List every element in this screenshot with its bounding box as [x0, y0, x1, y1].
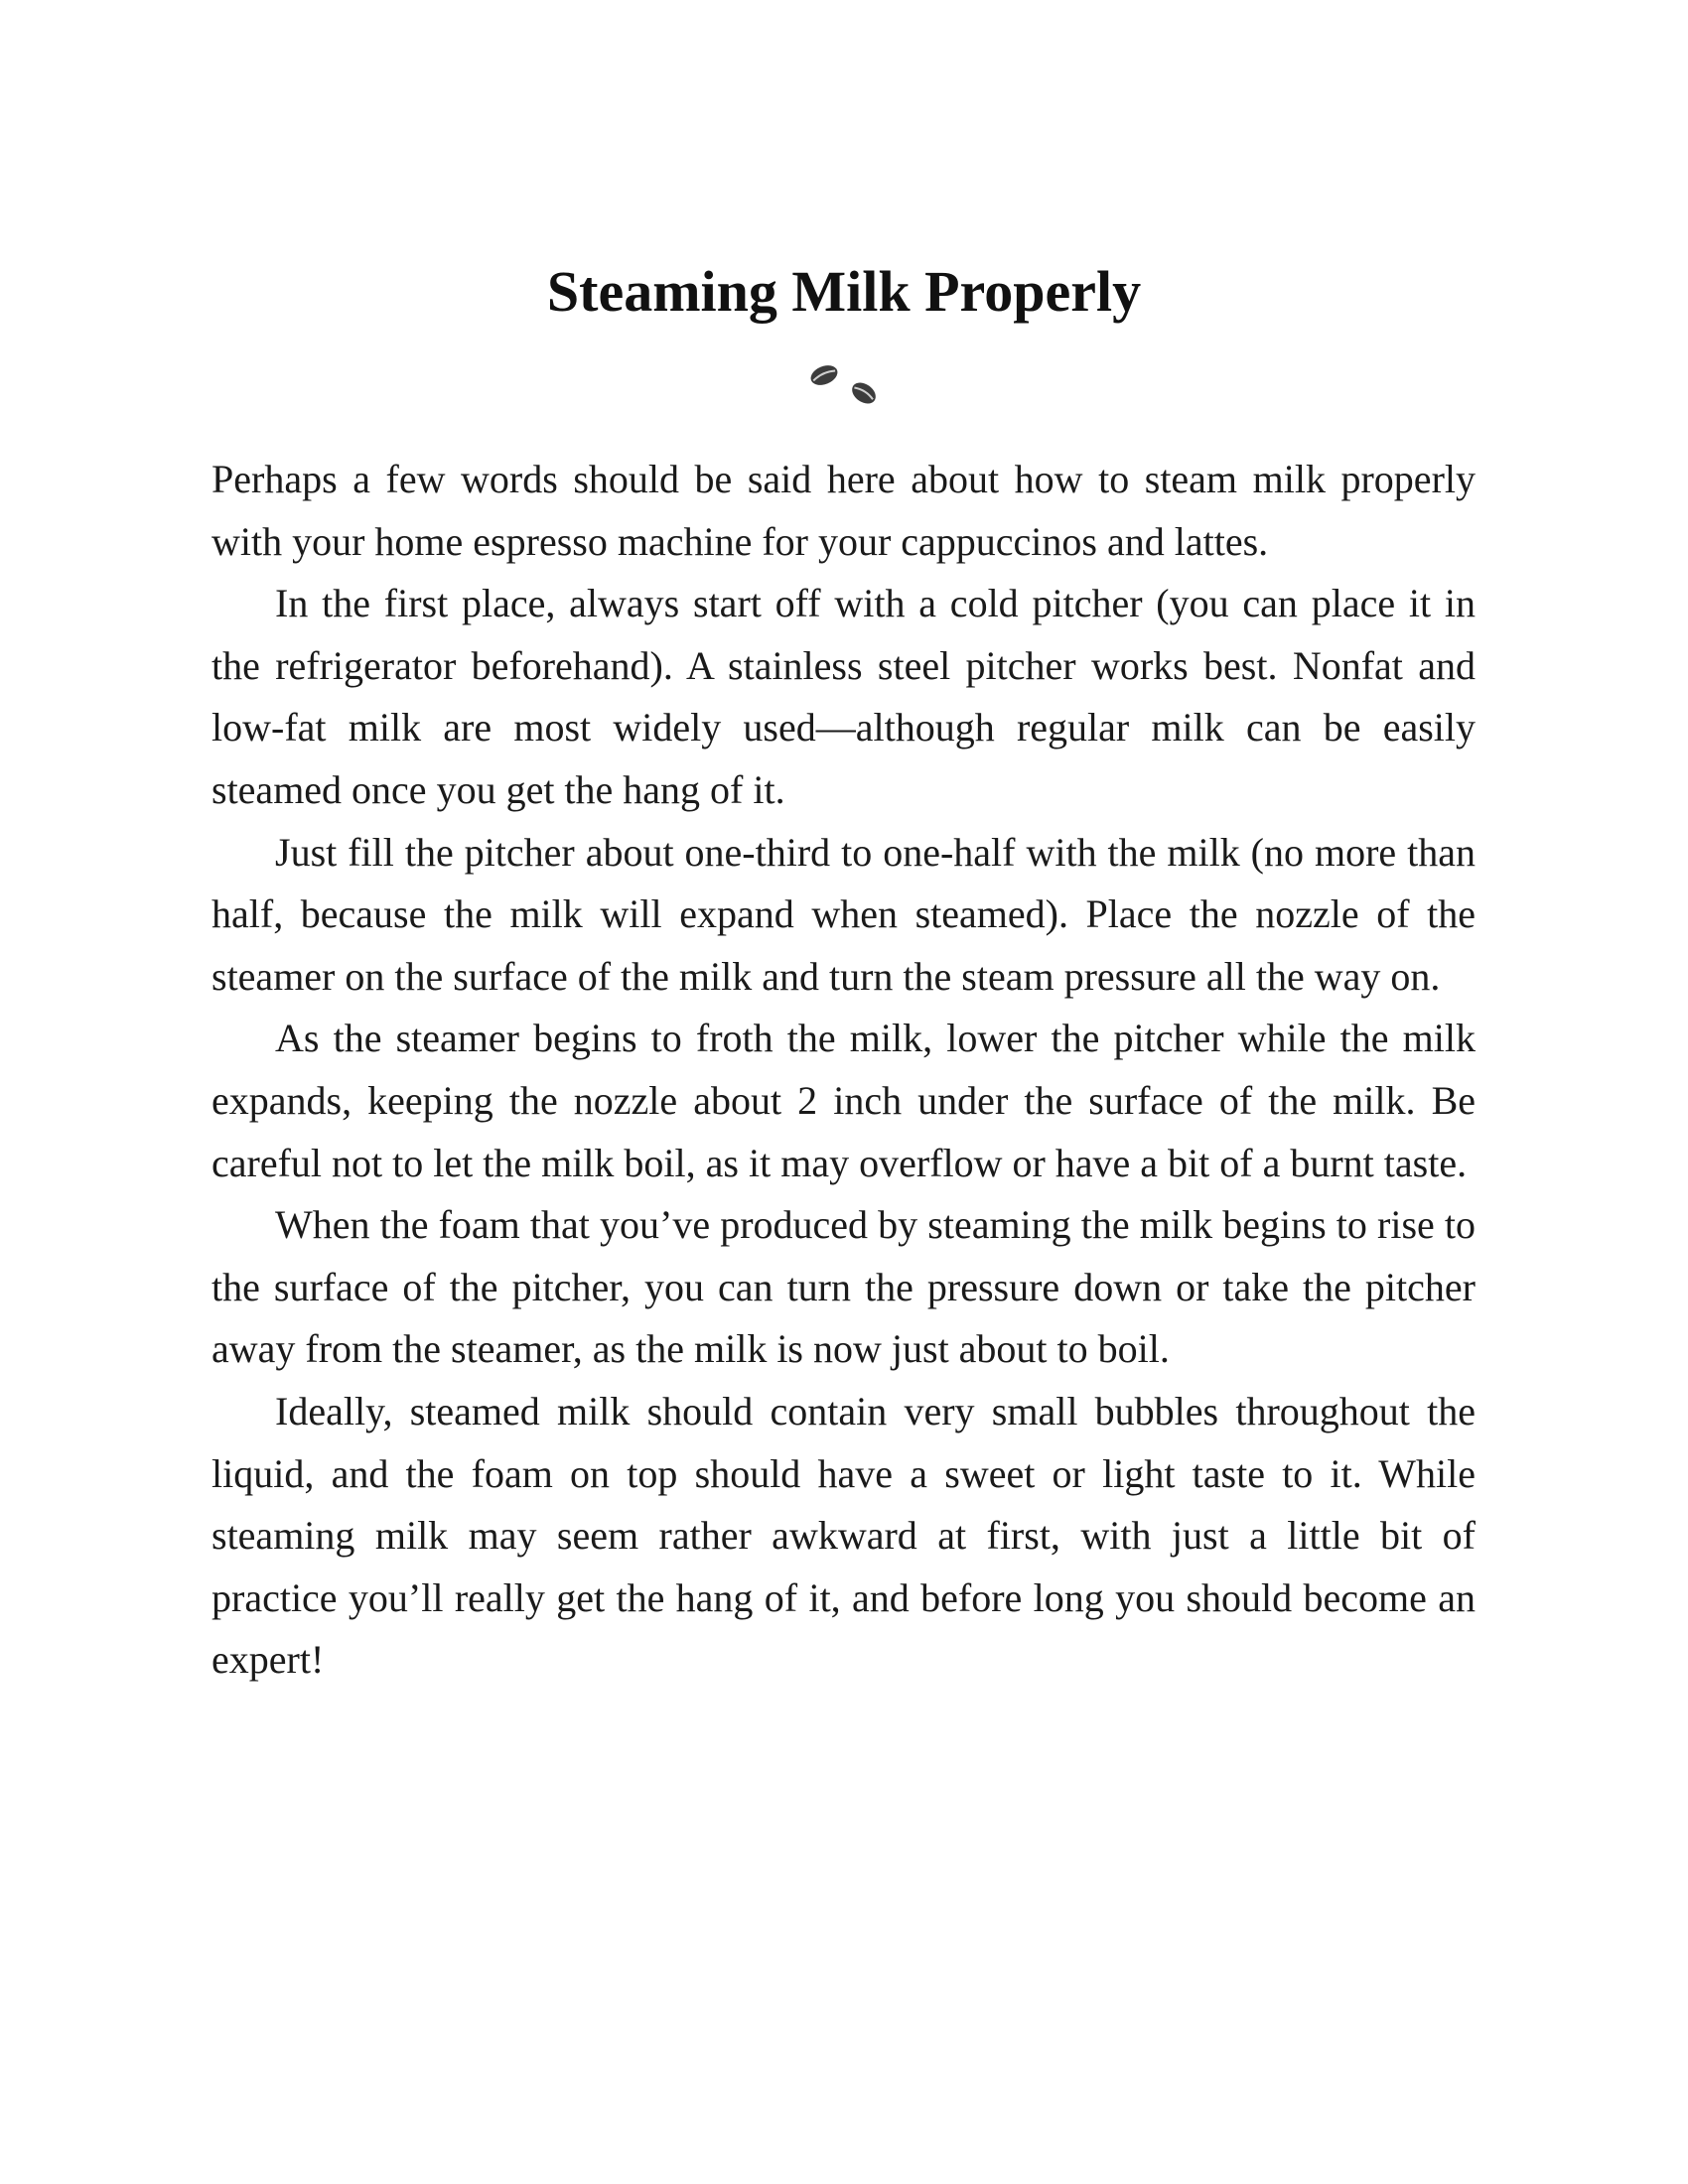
paragraph-3: Just fill the pitcher about one-third to one-half with the milk (no more than half, because the milk will expand when steamed). Place the nozzle of the steamer on the surface of the milk and turn the steam pressure all the way on. — [211, 829, 1476, 999]
page-title: Steaming Milk Properly — [546, 259, 1142, 324]
article-body — [211, 449, 1476, 1692]
coffee-beans-icon — [800, 357, 890, 417]
paragraph-5: When the foam that you’ve produced by steaming the milk begins to rise to the surface of the pitcher, you can turn the pressure down or take the pitcher away from the steamer, as the milk is now just about to boil. — [211, 1202, 1476, 1372]
paragraph-4: As the steamer begins to froth the milk, lower the pitcher while the milk expands, keeping the nozzle about 2 inch under the surface of the milk. Be careful not to let the milk boil, as it may overflow or have a bit of a burnt taste. — [211, 1016, 1476, 1185]
paragraph-1: Perhaps a few words should be said here about how to steam milk properly with your home espresso machine for your cappuccinos and lattes. — [211, 457, 1476, 564]
paragraph-6: Ideally, steamed milk should contain very small bubbles throughout the liquid, and the foam on top should have a sweet or light taste to it. While steaming milk may seem rather awkward at first, with just a little bit of practice you’ll really get the hang of it, and before long you should become an expert! — [211, 1388, 1476, 1683]
paragraph-2: In the first place, always start off with a cold pitcher (you can place it in the refrigerator beforehand). A stainless steel pitcher works best. Nonfat and low-fat milk are most widely used—although regular milk can be easily steamed once you get the hang of it. — [211, 581, 1476, 812]
